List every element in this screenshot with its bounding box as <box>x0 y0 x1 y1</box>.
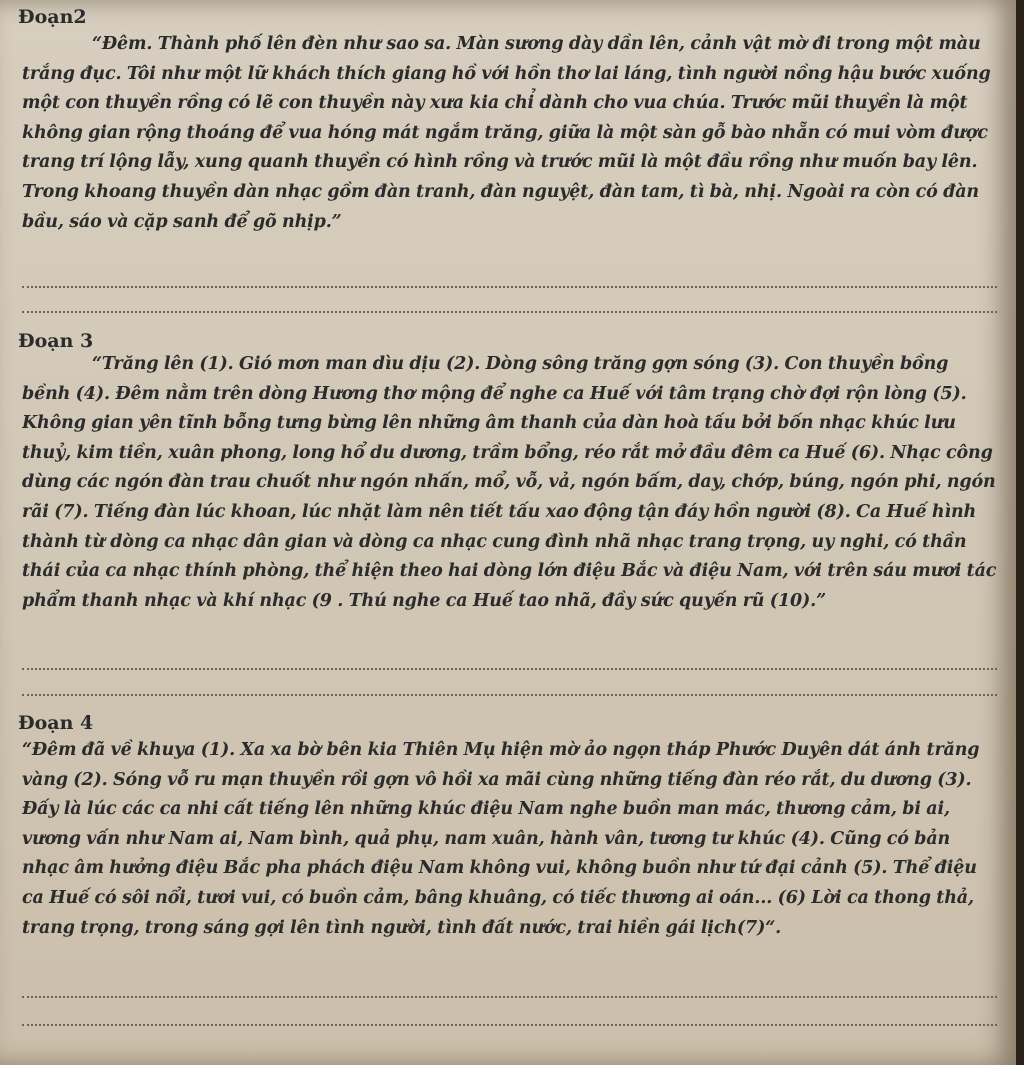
section-paragraph-doan-4: “Đêm đã về khuya (1). Xa xa bờ bên kia Thiên Mụ hiện mờ ảo ngọn tháp Phước Duyên dát ánh trăng vàng (2). Sóng vỗ ru mạn thuyền rồi gợn vô hồi xa mãi cùng những tiếng đàn réo rắt, du dương (3). Đấy là lúc các ca nhi cất tiếng lên những khúc điệu Nam nghe buồn man mác, thương cảm, bi ai, vương vấn như Nam ai, Nam bình, quả phụ, nam xuân, hành vân, tương tư khúc (4). Cũng có bản nhạc âm hưởng điệu Bắc pha phách điệu Nam không vui, không buồn như tứ đại cảnh (5). Thể điệu ca Huế có sôi nổi, tươi vui, có buồn cảm, bâng khuâng, có tiếc thương ai oán... (6) Lời ca thong thả, trang trọng, trong sáng gợi lên tình người, tình đất nước, trai hiền gái lịch(7)“. <box>22 740 980 938</box>
dotted-answer-line <box>22 668 997 670</box>
section-heading-doan-3: Đoạn 3 <box>18 330 94 352</box>
dotted-answer-line <box>22 996 997 998</box>
section-heading-doan-4: Đoạn 4 <box>18 712 94 734</box>
dotted-answer-line <box>22 286 997 288</box>
dotted-answer-line <box>22 311 997 313</box>
dotted-answer-line <box>22 694 997 696</box>
dotted-answer-line <box>22 1024 997 1026</box>
section-heading-doan-2: Đoạn2 <box>18 6 87 28</box>
section-paragraph-doan-2: “Đêm. Thành phố lên đèn như sao sa. Màn sương dày dần lên, cảnh vật mờ đi trong một màu trắng đục. Tôi như một lữ khách thích giang hồ với hồn thơ lai láng, tình người nồng hậu bước xuống một con thuyền rồng có lẽ con thuyền này xưa kia chỉ dành cho vua chúa. Trước mũi thuyền là một không gian rộng thoáng để vua hóng mát ngắm trăng, giữa là một sàn gỗ bào nhẵn có mui vòm được trang trí lộng lẫy, xung quanh thuyền có hình rồng và trước mũi là một đầu rồng như muốn bay lên. Trong khoang thuyền dàn nhạc gồm đàn tranh, đàn nguyệt, đàn tam, tì bà, nhị. Ngoài ra còn có đàn bầu, sáo và cặp sanh để gõ nhịp.” <box>22 34 991 232</box>
section-paragraph-doan-3: “Trăng lên (1). Gió mơn man dìu dịu (2). Dòng sông trăng gợn sóng (3). Con thuyền bồng bềnh (4). Đêm nằm trên dòng Hương thơ mộng để nghe ca Huế với tâm trạng chờ đợi rộn lòng (5). Không gian yên tĩnh bỗng tưng bừng lên những âm thanh của dàn hoà tấu bởi bốn nhạc khúc lưu thuỷ, kim tiền, xuân phong, long hổ du dương, trầm bổng, réo rắt mở đầu đêm ca Huế (6). Nhạc công dùng các ngón đàn trau chuốt như ngón nhấn, mổ, vỗ, vả, ngón bấm, day, chớp, búng, ngón phi, ngón rãi (7). Tiếng đàn lúc khoan, lúc nhặt làm nên tiết tấu xao động tận đáy hồn người (8). Ca Huế hình thành từ dòng ca nhạc dân gian và dòng ca nhạc cung đình nhã nhạc trang trọng, uy nghi, có thần thái của ca nhạc thính phòng, thể hiện theo hai dòng lớn điệu Bắc và điệu Nam, với trên sáu mươi tác phẩm thanh nhạc và khí nhạc (9 . Thú nghe ca Huế tao nhã, đầy sức quyến rũ (10).” <box>22 354 997 611</box>
